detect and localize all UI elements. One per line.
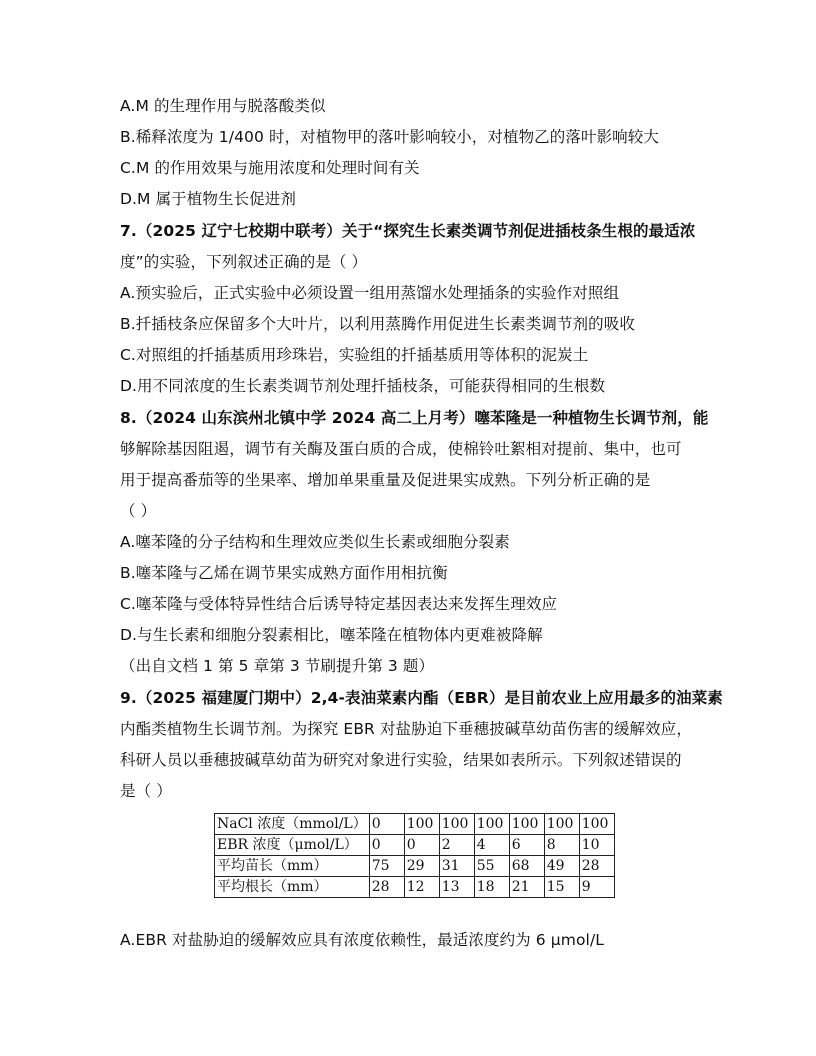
table-cell: 28 [369,877,404,898]
table-cell: 12 [404,877,439,898]
option-line: D.与生长素和细胞分裂素相比，噻苯隆在植物体内更难被降解 [120,626,543,644]
table-row [215,856,615,877]
question-9-stem: 9.（2025 福建厦门期中）2,4-表油菜素内酯（EBR）是目前农业上应用最多的油菜素 [120,689,723,707]
option-line: C.对照组的扦插基质用珍珠岩，实验组的扦插基质用等体积的泥炭土 [120,346,589,364]
table-row [215,835,615,856]
option-line: B.扦插枝条应保留多个大叶片，以利用蒸腾作用促进生长素类调节剂的吸收 [120,315,635,333]
table-cell: 68 [509,856,544,877]
table-row-header: 平均根长（mm） [215,877,370,898]
table-row-header: NaCl 浓度（mmol/L） [215,814,370,835]
table-row-header: 平均苗长（mm） [215,856,370,877]
table-cell: 100 [579,814,614,835]
table-cell: 31 [439,856,474,877]
table-row [215,814,615,835]
table-cell: 100 [439,814,474,835]
question-8-stem-cont: 用于提高番茄等的坐果率、增加单果重量及促进果实成熟。下列分析正确的是 [120,471,651,489]
option-line: C.M 的作用效果与施用浓度和处理时间有关 [120,159,420,177]
table-cell: 49 [544,856,579,877]
table-cell: 55 [474,856,509,877]
option-line: B.噻苯隆与乙烯在调节果实成熟方面作用相抗衡 [120,564,448,582]
question-9-stem-cont: 是（ ） [120,782,172,800]
option-line: A.预实验后，正式实验中必须设置一组用蒸馏水处理插条的实验作对照组 [120,284,620,302]
table-cell: 9 [579,877,614,898]
table-cell: 2 [439,835,474,856]
table-cell: 4 [474,835,509,856]
table-cell: 100 [404,814,439,835]
option-line: A.M 的生理作用与脱落酸类似 [120,97,326,115]
table-cell: 100 [544,814,579,835]
question-7-stem-cont: 度”的实验，下列叙述正确的是（ ） [120,253,368,271]
table-cell: 8 [544,835,579,856]
option-line: B.稀释浓度为 1/400 时，对植物甲的落叶影响较小，对植物乙的落叶影响较大 [120,128,659,146]
table-cell: 15 [544,877,579,898]
table-cell: 29 [404,856,439,877]
question-8-stem-cont: （ ） [120,502,157,520]
option-line: D.用不同浓度的生长素类调节剂处理扦插枝条，可能获得相同的生根数 [120,377,606,395]
question-9-stem-cont: 科研人员以垂穗披碱草幼苗为研究对象进行实验，结果如表所示。下列叙述错误的 [120,751,682,769]
table-cell: 6 [509,835,544,856]
source-note: （出自文档 1 第 5 章第 3 节刷提升第 3 题） [120,657,435,675]
table-cell: 100 [509,814,544,835]
table-row [215,877,615,898]
table-cell: 13 [439,877,474,898]
option-line: C.噻苯隆与受体特异性结合后诱导特定基因表达来发挥生理效应 [120,595,558,613]
experiment-results-table [214,813,615,898]
option-line: A.噻苯隆的分子结构和生理效应类似生长素或细胞分裂素 [120,533,510,551]
table-cell: 10 [579,835,614,856]
option-line: A.EBR 对盐胁迫的缓解效应具有浓度依赖性，最适浓度约为 6 μmol/L [120,931,605,949]
table-cell: 100 [474,814,509,835]
table-cell: 18 [474,877,509,898]
table-cell: 75 [369,856,404,877]
option-line: D.M 属于植物生长促进剂 [120,190,296,208]
table-cell: 0 [369,814,404,835]
table-cell: 0 [369,835,404,856]
table-cell: 28 [579,856,614,877]
table-row-header: EBR 浓度（μmol/L） [215,835,370,856]
table-cell: 21 [509,877,544,898]
question-8-stem-cont: 够解除基因阻遏，调节有关酶及蛋白质的合成，使棉铃吐絮相对提前、集中，也可 [120,440,682,458]
question-7-stem: 7.（2025 辽宁七校期中联考）关于“探究生长素类调节剂促进插枝条生根的最适浓 [120,222,696,240]
question-8-stem: 8.（2024 山东滨州北镇中学 2024 高二上月考）噻苯隆是一种植物生长调节剂，能 [120,409,709,427]
table-cell: 0 [404,835,439,856]
question-9-stem-cont: 内酯类植物生长调节剂。为探究 EBR 对盐胁迫下垂穗披碱草幼苗伤害的缓解效应， [120,720,692,738]
